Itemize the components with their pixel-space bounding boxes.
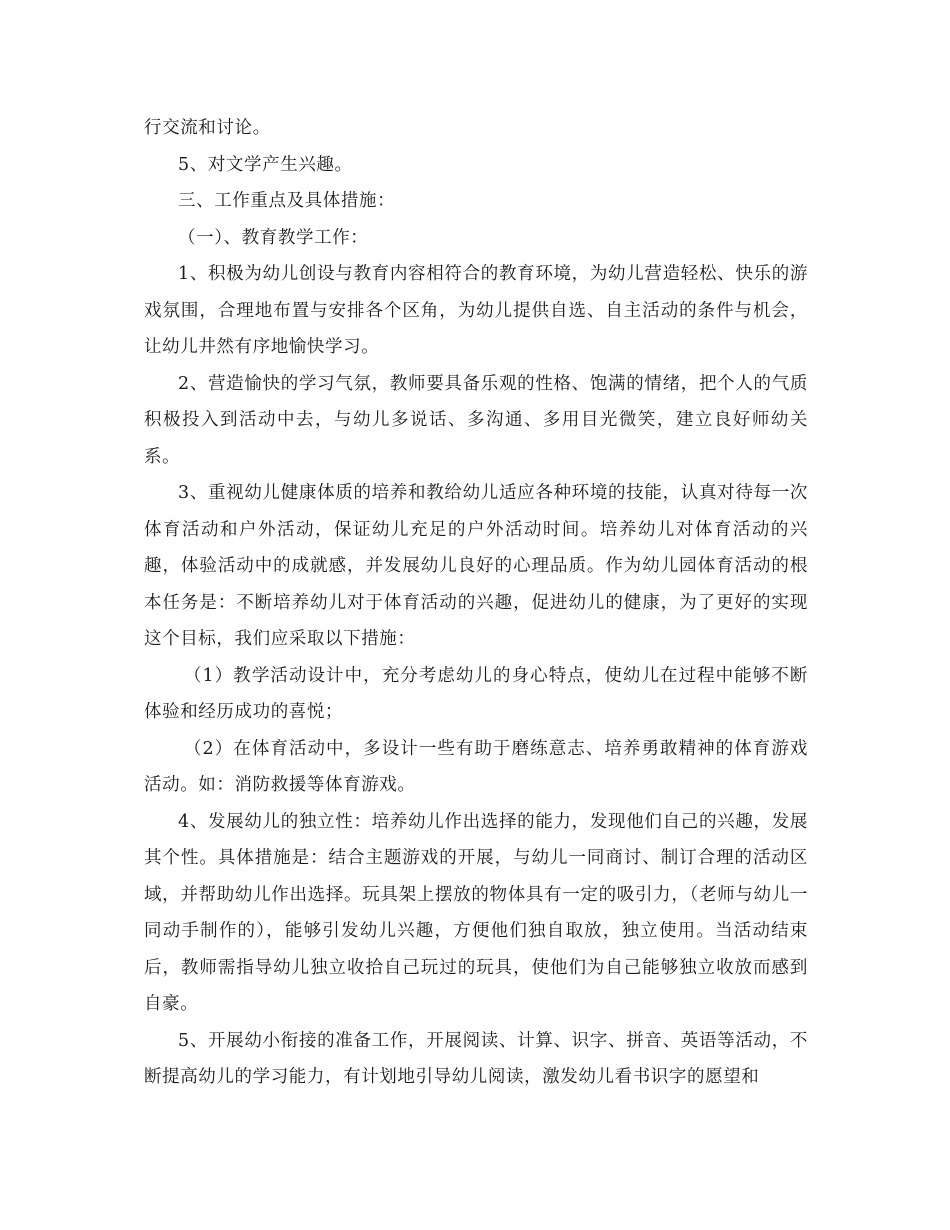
paragraph-measure-1: 1、积极为幼儿创设与教育内容相符合的教育环境，为幼儿营造轻松、快乐的游戏氛围，合理地布置与安排各个区角，为幼儿提供自选、自主活动的条件与机会，让幼儿井然有序地愉快学习。 bbox=[144, 264, 808, 357]
paragraph-measure-3-item-1: （1）教学活动设计中，充分考虑幼儿的身心特点，使幼儿在过程中能够不断体验和经历成功的喜悦； bbox=[144, 665, 808, 722]
paragraph-measure-4: 4、发展幼儿的独立性：培养幼儿作出选择的能力，发现他们自己的兴趣，发展其个性。具体措施是：结合主题游戏的开展，与幼儿一同商讨、制订合理的活动区域，并帮助幼儿作出选择。玩具架上摆放的物体具有一定的吸引力，（老师与幼儿一同动手制作的），能够引发幼儿兴趣，方便他们独自取放，独立使用。当活动结束后，教师需指导幼儿独立收拾自己玩过的玩具，使他们为自己能够独立收放而感到自豪。 bbox=[144, 811, 808, 1014]
paragraph-measure-2: 2、营造愉快的学习气氛，教师要具备乐观的性格、饱满的情绪，把个人的气质积极投入到活动中去，与幼儿多说话、多沟通、多用目光微笑，建立良好师幼关系。 bbox=[144, 373, 808, 467]
subsection-heading-1: （一）、教育教学工作： bbox=[178, 227, 369, 248]
paragraph-continuation: 行交流和讨论。 bbox=[144, 118, 271, 138]
paragraph-measure-3: 3、重视幼儿健康体质的培养和教给幼儿适应各种环境的技能，认真对待每一次体育活动和户外活动，保证幼儿充足的户外活动时间。培养幼儿对体育活动的兴趣，体验活动中的成就感，并发展幼儿良好的心理品质。作为幼儿园体育活动的根本任务是：不断培养幼儿对于体育活动的兴趣，促进幼儿的健康，为了更好的实现这个目标，我们应采取以下措施： bbox=[144, 483, 808, 649]
paragraph-measure-3-item-2: （2）在体育活动中，多设计一些有助于磨练意志、培养勇敢精神的体育游戏活动。如：消防救援等体育游戏。 bbox=[144, 738, 808, 795]
document-body bbox=[144, 110, 808, 1096]
paragraph-measure-5: 5、开展幼小衔接的准备工作，开展阅读、计算、识字、拼音、英语等活动，不断提高幼儿的学习能力，有计划地引导幼儿阅读，激发幼儿看书识字的愿望和 bbox=[144, 1030, 808, 1087]
section-heading-3: 三、工作重点及具体措施： bbox=[178, 191, 396, 211]
paragraph-goal-5: 5、对文学产生兴趣。 bbox=[178, 154, 353, 175]
